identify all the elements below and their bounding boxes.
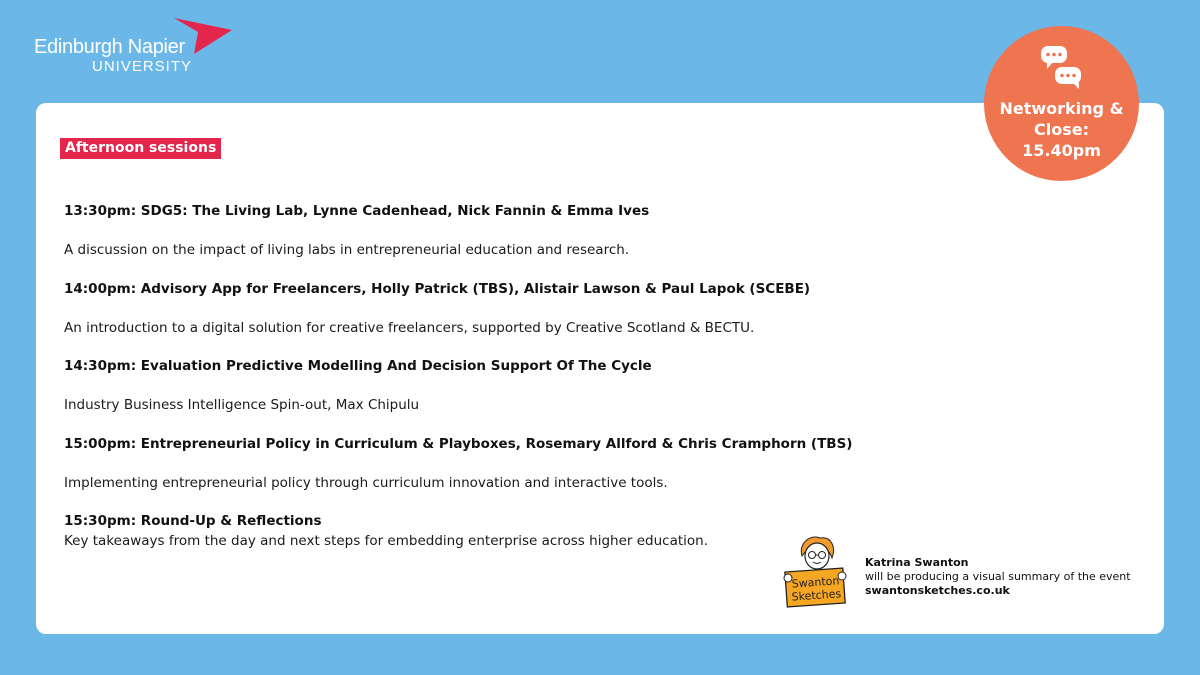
session-description: Key takeaways from the day and next steps for embedding enterprise across higher education. bbox=[64, 533, 708, 549]
sketch-text-2: Sketches bbox=[791, 587, 842, 604]
credit-name: Katrina Swanton bbox=[865, 556, 969, 569]
sketch-text-1: Swanton bbox=[791, 574, 840, 591]
speech-bubbles-icon bbox=[1039, 44, 1085, 90]
logo-name: Edinburgh Napier bbox=[34, 36, 185, 58]
session-title: 14:30pm: Evaluation Predictive Modelling And Decision Support Of The Cycle bbox=[64, 358, 652, 374]
badge-line: Close: bbox=[1034, 120, 1089, 139]
session-title: 15:30pm: Round-Up & Reflections bbox=[64, 513, 322, 529]
session-title: 13:30pm: SDG5: The Living Lab, Lynne Cadenhead, Nick Fannin & Emma Ives bbox=[64, 203, 650, 219]
session-description: An introduction to a digital solution for creative freelancers, supported by Creative Scotland & BECTU. bbox=[64, 320, 755, 336]
section-label: Afternoon sessions bbox=[60, 138, 221, 159]
logo-subtitle: UNIVERSITY bbox=[92, 58, 193, 75]
sketch-credit bbox=[865, 556, 1131, 598]
badge-time: 15.40pm bbox=[1022, 141, 1101, 160]
session-description: A discussion on the impact of living labs in entrepreneurial education and research. bbox=[64, 242, 630, 258]
session-title: 14:00pm: Advisory App for Freelancers, Holly Patrick (TBS), Alistair Lawson & Paul Lapok (SCEBE) bbox=[64, 281, 811, 297]
badge-line: Networking & bbox=[999, 99, 1124, 118]
session-description: Implementing entrepreneurial policy through curriculum innovation and interactive tools. bbox=[64, 475, 668, 491]
credit-website: swantonsketches.co.uk bbox=[865, 584, 1010, 597]
badge-text bbox=[984, 98, 1139, 161]
university-logo bbox=[34, 18, 234, 78]
credit-note: will be producing a visual summary of the event bbox=[865, 570, 1131, 583]
networking-badge bbox=[984, 26, 1139, 181]
swanton-sketches-illustration bbox=[780, 534, 852, 608]
session-title: 15:00pm: Entrepreneurial Policy in Curriculum & Playboxes, Rosemary Allford & Chris Cramphorn (TBS) bbox=[64, 436, 853, 452]
session-description: Industry Business Intelligence Spin-out, Max Chipulu bbox=[64, 397, 420, 413]
